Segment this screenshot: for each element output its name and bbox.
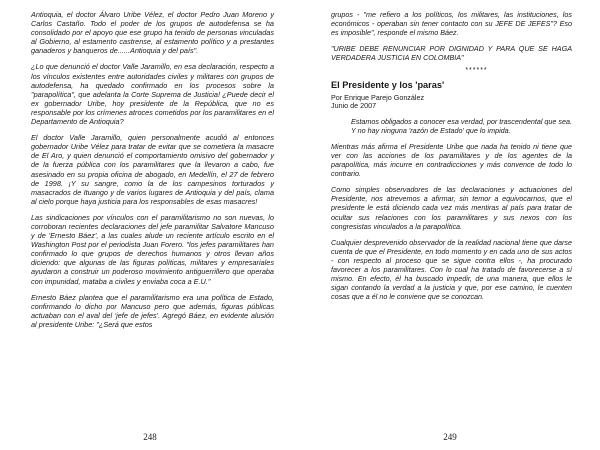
date: Junio de 2007 bbox=[331, 101, 377, 111]
left-text-column bbox=[31, 10, 274, 336]
page-number: 248 bbox=[143, 432, 157, 442]
paragraph: Como simples observadores de las declaraciones y actuaciones del Presidente, nos atrevemos a afirmar, sin temor a equivocarnos, que el presidente le está diciendo cada vez más mentiras al país para tratar de ocultar sus relaciones con los paramilitares y sus nexos con los congresistas vinculados a la parapolítica. bbox=[331, 185, 572, 231]
right-page bbox=[300, 0, 600, 450]
right-text-column bbox=[331, 10, 572, 308]
byline bbox=[331, 94, 572, 109]
paragraph: Ernesto Báez plantea que el paramilitarismo era una política de Estado, confirmando lo dicho por Mancuso pero que además, figuras públicas actuaban con el aval del 'jefe de jefes'. Agregó Báez, en evidente alusión al presidente Uribe: "¿Será que estos bbox=[31, 292, 274, 329]
caps-quote: "URIBE DEBE RENUNCIAR POR DIGNIDAD Y PARA QUE SE HAGA VERDADERA JUSTICIA EN COLOMBIA" bbox=[331, 44, 572, 63]
paragraph: Las sindicaciones por vínculos con el paramilitarismo no son nuevas, lo corroboran recientes declaraciones del jefe paramilitar Salvatore Mancuso y de 'Ernesto Báez', a las cuales alude un reciente artículo escrito en el Washington Post por el periodista Juan Forero. "los jefes paramilitares han confirmado lo que grupos de derechos humanos y otros llevan años diciendo: que algunas de las figuras políticas, militares y empresariales ayudaron a construir un poderoso movimiento antiguerrillero que operaba con impunidad, mataba a civiles y enviaba coca a E.U." bbox=[31, 212, 274, 286]
paragraph: Mientras más afirma el Presidente Uribe que nada ha tenido ni tiene que ver con las acciones de los paramilitares y de los agentes de la parapolítica, más incurre en contradicciones y más convence de todo lo contrario. bbox=[331, 141, 572, 179]
paragraph: Cualquier desprevenido observador de la realidad nacional tiene que darse cuenta de que el Presidente, en todo momento y en cada uno de sus actos - con respecto al proceso que se sigue contra ellos -, ha procurado favorecer a los paramilitares. Con lo cual ha tratado de favorecerse a sí mismo. En efecto, él ha buscado impedir, de una manera, que ellos le sigan contando la verdad a la justicia y que, por ese camino, le cuenten cosas que a él no le conviene que se conozcan. bbox=[331, 237, 572, 302]
page-number: 249 bbox=[443, 432, 457, 442]
paragraph: ¿Lo que denunció el doctor Valle Jaramillo, en esa declaración, respecto a los vínculos existentes entre autoridades civiles y militares con grupos de autodefensa, ha quedado confirmado en los procesos sobre la "parapolítica", que adelanta la Corte Suprema de Justicia! ¿Puede decir el ex gobernador Uribe, hoy presidente de la República, que no es responsable por los crímenes atroces cometidos por los paramilitares en el Departamento de Antioquia? bbox=[31, 62, 274, 127]
paragraph: grupos - "me refiero a los políticos, los militares, las instituciones, los económicos - operaban sin tener contacto con su JEFE DE JEFES"? Eso es imposible", responde el mismo Báez. bbox=[331, 10, 572, 38]
section-divider-stars: ****** bbox=[465, 67, 488, 75]
paragraph: El doctor Valle Jaramillo, quien personalmente acudió al entonces gobernador Uribe Vélez para tratar de evitar que se cometiera la masacre de El Aro, y quien denunció el comportamiento omisivo del gobernador y de la fuerza pública con los paramilitares que la llevaron a cabo, fue asesinado en su propia oficina de abogado, en Medellín, el 27 de febrero de 1998. ¡Y su sangre, como la de los campesinos torturados y masacrados de Ituango y de varios lugares de Antioquia y del país, clama al cielo porque haya justicia para los responsables de esas masacres! bbox=[31, 133, 274, 206]
section-title: El Presidente y los 'paras' bbox=[331, 80, 445, 91]
paragraph: Antioquia, el doctor Álvaro Uribe Vélez, el doctor Pedro Juan Moreno y Carlos Castaño. Todo el poder de los grupos de autodefensa se ha consolidado por el apoyo que ese grupo ha tenido de personas vinculadas al Gobierno, al estamento castrense, al estamento político y a prestantes ganaderos y banqueros de......Antioquia y del país". bbox=[31, 10, 274, 56]
epigraph-quote: Estamos obligados a conocer esa verdad, por trascendental que sea. Y no hay ninguna 'razón de Estado' que lo impida. bbox=[351, 116, 572, 135]
author: Por Enrique Parejo González bbox=[331, 93, 425, 103]
